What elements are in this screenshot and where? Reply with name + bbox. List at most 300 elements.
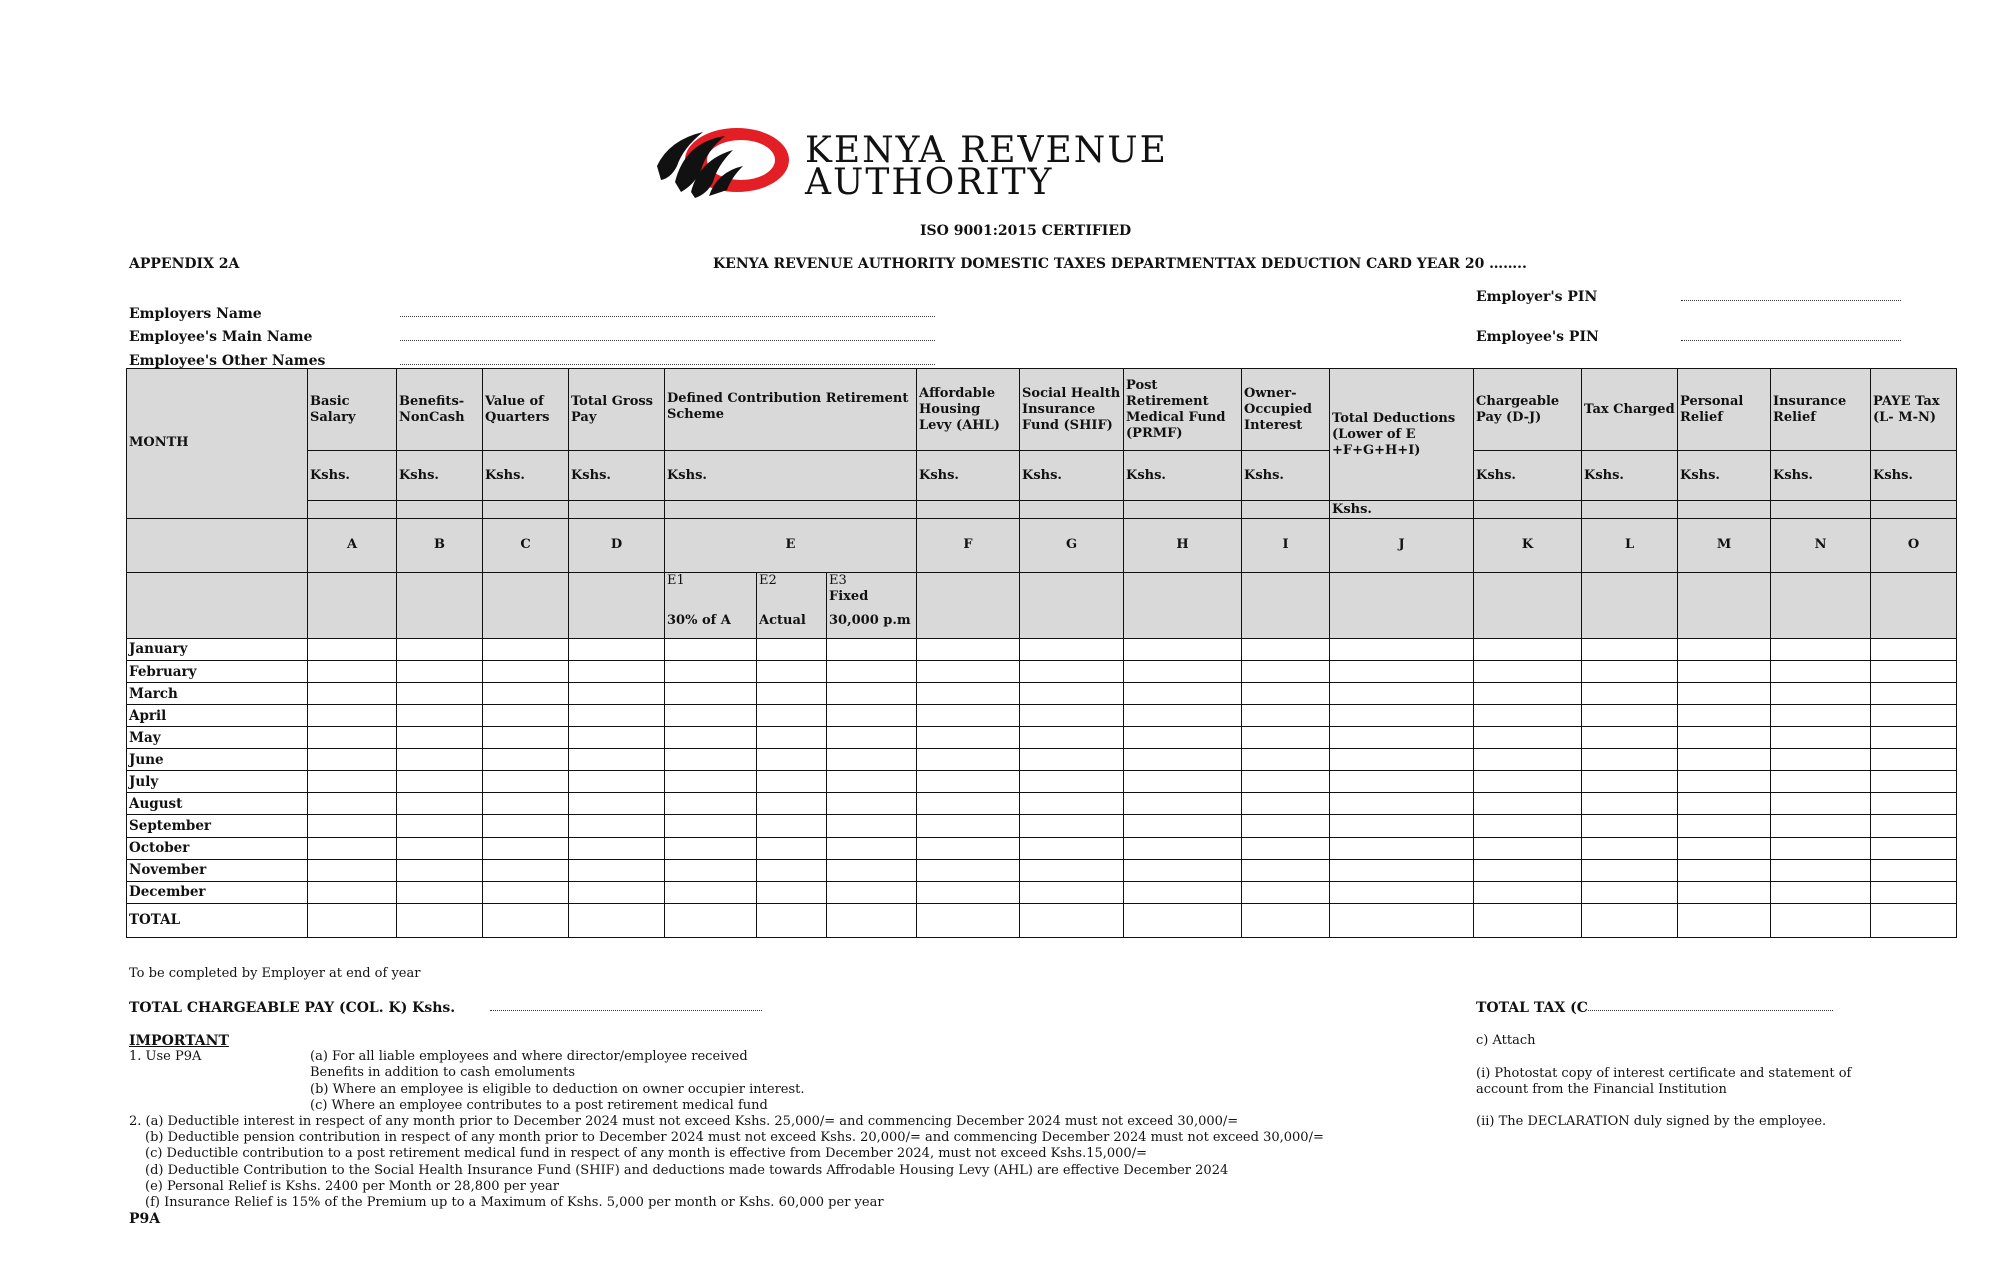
month-label: August [127,793,308,815]
month-label: July [127,771,308,793]
month-value-cell[interactable] [569,771,665,793]
month-value-cell[interactable] [483,749,569,771]
col-header-prmf: Post Retirement Medical Fund (PRMF) [1124,369,1242,451]
month-value-cell[interactable] [397,661,483,683]
month-value-cell[interactable] [1330,859,1474,881]
month-value-cell[interactable] [569,793,665,815]
month-row [127,837,1957,859]
month-value-cell[interactable] [308,859,397,881]
month-value-cell[interactable] [308,727,397,749]
note-2d: (d) Deductible Contribution to the Social Health Insurance Fund (SHIF) and deductions made towards Affrodable Housing Levy (AHL) are effective December 2024 [145,1163,1229,1178]
month-value-cell[interactable] [1330,749,1474,771]
note-2f: (f) Insurance Relief is 15% of the Premium up to a Maximum of Kshs. 5,000 per month or Kshs. 60,000 per year [145,1195,884,1210]
currency-label: Kshs. [1020,451,1124,501]
month-value-cell[interactable] [665,793,757,815]
month-value-cell[interactable] [397,749,483,771]
month-value-cell[interactable] [483,859,569,881]
month-value-cell[interactable] [1582,859,1678,881]
month-value-cell[interactable] [827,859,917,881]
appendix-label: APPENDIX 2A [129,256,240,272]
month-value-cell[interactable] [1330,881,1474,903]
month-value-cell[interactable] [1474,815,1582,837]
currency-label: Kshs. [1771,451,1871,501]
employee-main-name-field[interactable] [400,340,935,341]
month-row [127,683,1957,705]
month-row [127,881,1957,903]
col-letter: B [397,518,483,572]
month-value-cell[interactable] [1124,859,1242,881]
month-value-cell[interactable] [569,683,665,705]
month-value-cell[interactable] [1678,881,1771,903]
month-value-cell[interactable] [1474,727,1582,749]
month-value-cell[interactable] [308,749,397,771]
iso-certification: ISO 9001:2015 CERTIFIED [920,223,1132,239]
month-value-cell[interactable] [1678,793,1771,815]
employer-pin-field[interactable] [1681,300,1901,301]
month-value-cell[interactable] [1242,859,1330,881]
month-value-cell[interactable] [397,771,483,793]
month-value-cell[interactable] [1771,881,1871,903]
attach-item-i-cont: account from the Financial Institution [1476,1082,1727,1097]
month-value-cell[interactable] [1582,793,1678,815]
month-value-cell[interactable] [1242,793,1330,815]
month-value-cell[interactable] [1020,837,1124,859]
month-value-cell[interactable] [397,727,483,749]
month-value-cell[interactable] [397,859,483,881]
month-value-cell[interactable] [757,661,827,683]
month-value-cell[interactable] [665,881,757,903]
month-value-cell[interactable] [917,638,1020,660]
employer-note: To be completed by Employer at end of year [129,966,421,981]
month-value-cell[interactable] [665,771,757,793]
month-value-cell[interactable] [665,837,757,859]
attach-item-ii: (ii) The DECLARATION duly signed by the employee. [1476,1114,1827,1129]
month-value-cell[interactable] [1124,638,1242,660]
employee-other-names-label: Employee's Other Names [129,353,326,369]
month-value-cell[interactable] [1678,683,1771,705]
currency-label: Kshs. [569,451,665,501]
month-value-cell[interactable] [483,727,569,749]
currency-label: Kshs. [1330,501,1474,518]
currency-label: Kshs. [308,451,397,501]
month-value-cell[interactable] [1242,881,1330,903]
month-value-cell[interactable] [397,705,483,727]
month-label: March [127,683,308,705]
employers-name-label: Employers Name [129,306,262,322]
month-value-cell[interactable] [1020,815,1124,837]
note-p9a-a2: Benefits in addition to cash emoluments [310,1065,575,1080]
month-label: December [127,881,308,903]
month-value-cell[interactable] [1124,837,1242,859]
month-value-cell[interactable] [1871,881,1957,903]
month-value-cell[interactable] [827,638,917,660]
month-value-cell[interactable] [308,837,397,859]
currency-label: Kshs. [1582,451,1678,501]
col-letter: G [1020,518,1124,572]
month-value-cell[interactable] [1771,837,1871,859]
month-value-cell[interactable] [665,727,757,749]
month-value-cell[interactable] [569,705,665,727]
month-value-cell[interactable] [757,837,827,859]
col-header-personal-relief: Personal Relief [1678,369,1771,451]
month-value-cell[interactable] [1678,638,1771,660]
important-heading: IMPORTANT [129,1033,229,1049]
col-header-total-deductions: Total Deductions (Lower of E +F+G+H+I) [1330,369,1474,501]
month-value-cell[interactable] [757,727,827,749]
month-value-cell[interactable] [757,638,827,660]
month-value-cell[interactable] [1582,705,1678,727]
month-value-cell[interactable] [827,793,917,815]
month-value-cell[interactable] [308,771,397,793]
month-label: April [127,705,308,727]
month-value-cell[interactable] [1771,749,1871,771]
month-value-cell[interactable] [917,771,1020,793]
month-value-cell[interactable] [1124,683,1242,705]
month-value-cell[interactable] [1678,837,1771,859]
employee-main-name-label: Employee's Main Name [129,329,313,345]
month-value-cell[interactable] [1582,837,1678,859]
month-value-cell[interactable] [569,859,665,881]
month-value-cell[interactable] [1771,661,1871,683]
kra-logo [655,122,1215,202]
month-value-cell[interactable] [569,815,665,837]
col-letter: E [665,518,917,572]
month-value-cell[interactable] [1020,793,1124,815]
month-value-cell[interactable] [665,683,757,705]
month-value-cell[interactable] [1871,793,1957,815]
month-row [127,815,1957,837]
month-row [127,705,1957,727]
month-value-cell[interactable] [1242,638,1330,660]
month-value-cell[interactable] [1020,705,1124,727]
month-value-cell[interactable] [569,837,665,859]
month-value-cell[interactable] [569,727,665,749]
month-value-cell[interactable] [1771,683,1871,705]
month-value-cell[interactable] [1330,661,1474,683]
month-value-cell[interactable] [1474,705,1582,727]
note-use-p9a: 1. Use P9A [129,1049,202,1064]
month-value-cell[interactable] [1474,837,1582,859]
month-value-cell[interactable] [1771,815,1871,837]
month-value-cell[interactable] [917,793,1020,815]
logo-text-line2: AUTHORITY [805,162,1054,203]
month-value-cell[interactable] [757,705,827,727]
month-value-cell[interactable] [1242,683,1330,705]
month-value-cell[interactable] [1771,793,1871,815]
note-p9a-a: (a) For all liable employees and where director/employee received [310,1049,748,1064]
month-value-cell[interactable] [397,881,483,903]
month-value-cell[interactable] [1124,815,1242,837]
month-row [127,661,1957,683]
month-value-cell[interactable] [1020,859,1124,881]
month-value-cell[interactable] [1124,705,1242,727]
month-value-cell[interactable] [1771,771,1871,793]
month-value-cell[interactable] [917,749,1020,771]
month-value-cell[interactable] [665,815,757,837]
month-value-cell[interactable] [917,815,1020,837]
month-value-cell[interactable] [665,638,757,660]
month-value-cell[interactable] [757,815,827,837]
month-value-cell[interactable] [1124,661,1242,683]
month-value-cell[interactable] [1474,683,1582,705]
col-letter: N [1771,518,1871,572]
month-value-cell[interactable] [397,837,483,859]
currency-label: Kshs. [1124,451,1242,501]
month-value-cell[interactable] [1678,661,1771,683]
month-value-cell[interactable] [665,749,757,771]
e1-subheader: E1 30% of A [665,572,757,638]
month-value-cell[interactable] [1871,815,1957,837]
tax-deduction-table [126,368,1956,938]
month-value-cell[interactable] [483,661,569,683]
month-value-cell[interactable] [1871,705,1957,727]
month-value-cell[interactable] [1582,815,1678,837]
month-value-cell[interactable] [1871,859,1957,881]
employee-pin-field[interactable] [1681,340,1901,341]
col-letter: C [483,518,569,572]
month-value-cell[interactable] [1582,661,1678,683]
col-letter: I [1242,518,1330,572]
month-value-cell[interactable] [1020,661,1124,683]
month-value-cell[interactable] [1678,727,1771,749]
month-value-cell[interactable] [1678,815,1771,837]
note-2c: (c) Deductible contribution to a post retirement medical fund in respect of any month is effective from December 2024, must not exceed Kshs.15,000/= [145,1146,1147,1161]
month-value-cell[interactable] [1474,771,1582,793]
col-header-insurance-relief: Insurance Relief [1771,369,1871,451]
month-value-cell[interactable] [1124,727,1242,749]
month-value-cell[interactable] [1242,661,1330,683]
kra-lion-emblem-icon [655,122,800,202]
month-value-cell[interactable] [1020,749,1124,771]
month-row [127,771,1957,793]
month-value-cell[interactable] [1582,727,1678,749]
month-value-cell[interactable] [1474,793,1582,815]
month-value-cell[interactable] [665,705,757,727]
month-value-cell[interactable] [1330,837,1474,859]
month-value-cell[interactable] [1124,793,1242,815]
month-row [127,727,1957,749]
month-value-cell[interactable] [1330,683,1474,705]
month-value-cell[interactable] [569,638,665,660]
col-letter: F [917,518,1020,572]
month-value-cell[interactable] [917,661,1020,683]
col-header-tax-charged: Tax Charged [1582,369,1678,451]
month-value-cell[interactable] [569,881,665,903]
month-row [127,749,1957,771]
col-header-total-gross-pay: Total Gross Pay [569,369,665,451]
month-value-cell[interactable] [1771,705,1871,727]
month-value-cell[interactable] [1242,815,1330,837]
month-value-cell[interactable] [757,749,827,771]
month-value-cell[interactable] [1582,771,1678,793]
month-value-cell[interactable] [917,705,1020,727]
month-value-cell[interactable] [827,837,917,859]
col-letter: M [1678,518,1771,572]
month-value-cell[interactable] [569,749,665,771]
month-value-cell[interactable] [308,815,397,837]
month-value-cell[interactable] [308,705,397,727]
logo-text-line1: KENYA REVENUE [805,130,1168,171]
attach-item-i: (i) Photostat copy of interest certificate and statement of [1476,1066,1852,1081]
month-value-cell[interactable] [1242,705,1330,727]
note-p9a-b: (b) Where an employee is eligible to deduction on owner occupier interest. [310,1082,805,1097]
month-value-cell[interactable] [827,727,917,749]
month-value-cell[interactable] [917,727,1020,749]
month-label: November [127,859,308,881]
month-value-cell[interactable] [917,859,1020,881]
currency-label: Kshs. [917,451,1020,501]
month-value-cell[interactable] [1871,749,1957,771]
month-value-cell[interactable] [1242,749,1330,771]
total-tax-field[interactable] [1588,1010,1833,1011]
month-value-cell[interactable] [1582,749,1678,771]
month-value-cell[interactable] [397,638,483,660]
col-letter: K [1474,518,1582,572]
month-value-cell[interactable] [1330,793,1474,815]
month-value-cell[interactable] [1330,727,1474,749]
col-header-shif: Social Health Insurance Fund (SHIF) [1020,369,1124,451]
employers-name-field[interactable] [400,316,935,317]
form-code: P9A [129,1211,161,1227]
month-value-cell[interactable] [1474,638,1582,660]
month-value-cell[interactable] [308,793,397,815]
month-value-cell[interactable] [1124,771,1242,793]
col-letter: O [1871,518,1957,572]
month-value-cell[interactable] [665,859,757,881]
month-value-cell[interactable] [1582,881,1678,903]
month-value-cell[interactable] [1124,881,1242,903]
e3-subheader: E3 Fixed 30,000 p.m [827,572,917,638]
currency-label: Kshs. [665,451,917,501]
month-value-cell[interactable] [665,661,757,683]
col-header-basic-salary: Basic Salary [308,369,397,451]
month-value-cell[interactable] [1330,638,1474,660]
month-value-cell[interactable] [757,881,827,903]
month-value-cell[interactable] [1474,661,1582,683]
month-value-cell[interactable] [1871,661,1957,683]
month-value-cell[interactable] [483,881,569,903]
month-value-cell[interactable] [1242,727,1330,749]
month-value-cell[interactable] [1242,771,1330,793]
currency-label: Kshs. [1242,451,1330,501]
month-value-cell[interactable] [483,793,569,815]
month-value-cell[interactable] [1330,771,1474,793]
month-value-cell[interactable] [827,771,917,793]
month-value-cell[interactable] [1474,859,1582,881]
month-value-cell[interactable] [1474,881,1582,903]
month-value-cell[interactable] [1020,771,1124,793]
month-value-cell[interactable] [397,815,483,837]
month-label: October [127,837,308,859]
month-value-cell[interactable] [1020,727,1124,749]
month-value-cell[interactable] [757,771,827,793]
month-value-cell[interactable] [1678,859,1771,881]
month-value-cell[interactable] [308,638,397,660]
month-value-cell[interactable] [1242,837,1330,859]
month-value-cell[interactable] [1124,749,1242,771]
month-value-cell[interactable] [827,683,917,705]
month-value-cell[interactable] [1871,727,1957,749]
month-value-cell[interactable] [483,683,569,705]
col-header-value-of-quarters: Value of Quarters [483,369,569,451]
col-letter: J [1330,518,1474,572]
month-value-cell[interactable] [757,793,827,815]
month-value-cell[interactable] [757,683,827,705]
month-value-cell[interactable] [1020,683,1124,705]
month-value-cell[interactable] [483,638,569,660]
month-value-cell[interactable] [1871,638,1957,660]
col-letter: H [1124,518,1242,572]
note-2b: (b) Deductible pension contribution in respect of any month prior to December 2024 must not exceed Kshs. 20,000/= and commencing December 2024 must not exceed 30,000/= [145,1130,1324,1145]
month-value-cell[interactable] [917,881,1020,903]
employee-pin-label: Employee's PIN [1476,329,1599,345]
month-value-cell[interactable] [827,705,917,727]
col-letter: D [569,518,665,572]
month-value-cell[interactable] [397,683,483,705]
month-value-cell[interactable] [1771,859,1871,881]
month-label: February [127,661,308,683]
currency-label: Kshs. [1871,451,1957,501]
col-header-ahl: Affordable Housing Levy (AHL) [917,369,1020,451]
month-value-cell[interactable] [1771,727,1871,749]
month-value-cell[interactable] [1474,749,1582,771]
col-letter: A [308,518,397,572]
total-chargeable-field[interactable] [490,1010,762,1011]
month-value-cell[interactable] [1871,683,1957,705]
month-value-cell[interactable] [308,661,397,683]
month-value-cell[interactable] [1678,771,1771,793]
note-2a: 2. (a) Deductible interest in respect of any month prior to December 2024 must not exceed Kshs. 25,000/= and commencing December 2024 must not exceed 30,000/= [129,1114,1239,1129]
month-value-cell[interactable] [483,815,569,837]
month-value-cell[interactable] [827,881,917,903]
note-2e: (e) Personal Relief is Kshs. 2400 per Month or 28,800 per year [145,1179,560,1194]
month-value-cell[interactable] [569,661,665,683]
month-value-cell[interactable] [1020,638,1124,660]
note-p9a-c: (c) Where an employee contributes to a post retirement medical fund [310,1098,768,1113]
month-value-cell[interactable] [1582,683,1678,705]
month-value-cell[interactable] [308,683,397,705]
month-value-cell[interactable] [397,793,483,815]
month-value-cell[interactable] [1871,771,1957,793]
month-value-cell[interactable] [1678,705,1771,727]
month-value-cell[interactable] [917,837,1020,859]
month-value-cell[interactable] [483,705,569,727]
month-value-cell[interactable] [308,881,397,903]
month-label: May [127,727,308,749]
e2-subheader: E2 Actual [757,572,827,638]
month-value-cell[interactable] [827,749,917,771]
month-value-cell[interactable] [1020,881,1124,903]
month-value-cell[interactable] [1678,749,1771,771]
currency-label: Kshs. [1678,451,1771,501]
month-value-cell[interactable] [827,661,917,683]
total-tax-label: TOTAL TAX (C [1476,1000,1588,1016]
month-value-cell[interactable] [1582,638,1678,660]
month-value-cell[interactable] [483,837,569,859]
month-value-cell[interactable] [1771,638,1871,660]
month-value-cell[interactable] [1330,705,1474,727]
employee-other-names-field[interactable] [400,364,935,365]
month-label: September [127,815,308,837]
month-value-cell[interactable] [827,815,917,837]
col-header-chargeable-pay: Chargeable Pay (D-J) [1474,369,1582,451]
currency-label: Kshs. [483,451,569,501]
month-value-cell[interactable] [757,859,827,881]
month-value-cell[interactable] [1330,815,1474,837]
month-value-cell[interactable] [483,771,569,793]
month-value-cell[interactable] [917,683,1020,705]
month-value-cell[interactable] [1871,837,1957,859]
